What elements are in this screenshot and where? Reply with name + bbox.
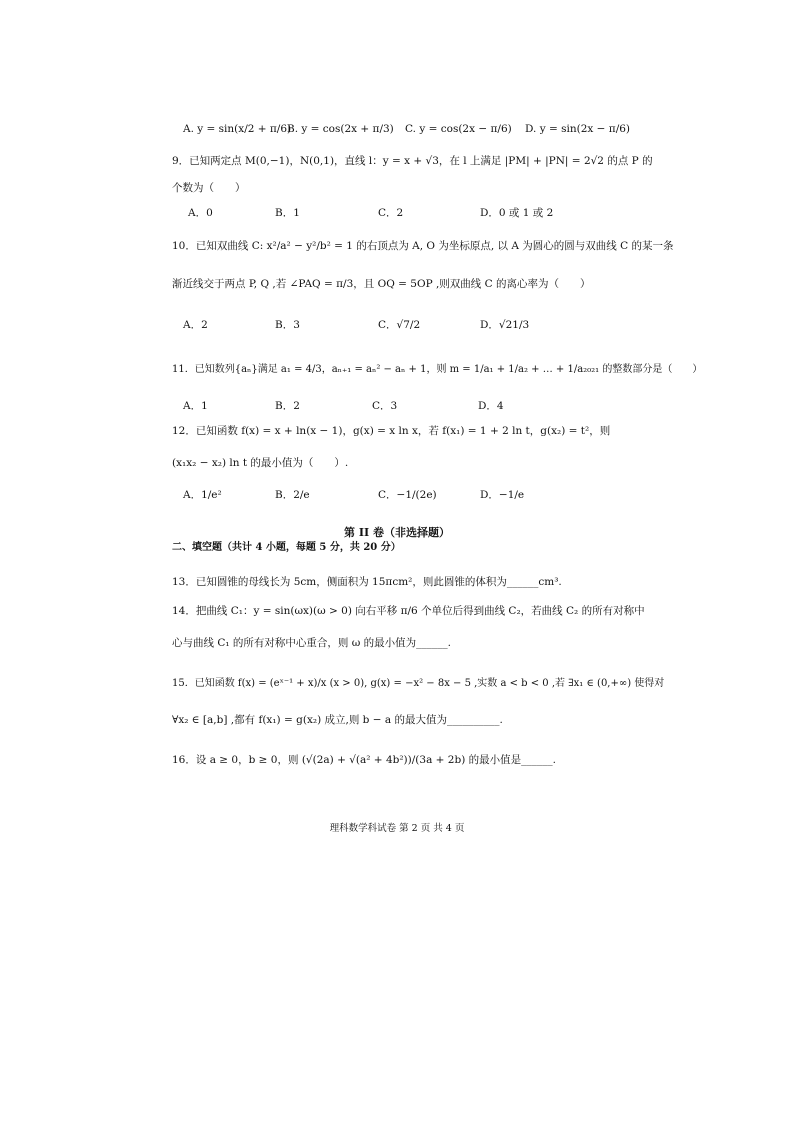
q11-option-b: B．2: [275, 400, 300, 412]
q8-option-c: C. y = cos(2x − π/6): [405, 123, 512, 135]
page-footer: 理科数学科试卷 第 2 页 共 4 页: [329, 823, 465, 834]
q10-stem-line1: 10．已知双曲线 C: x²/a² − y²/b² = 1 的右顶点为 A, O 为坐标原点, 以 A 为圆心的圆与双曲线 C 的某一条: [172, 240, 674, 252]
part2-title: 第 II 卷（非选择题）: [344, 526, 450, 539]
q10-stem-line2: 渐近线交于两点 P, Q ,若 ∠PAQ = π/3，且 OQ = 5OP ,则双曲线 C 的离心率为（ ）: [172, 278, 591, 290]
q13-stem: 13．已知圆锥的母线长为 5cm，侧面积为 15πcm²，则此圆锥的体积为______cm³.: [172, 576, 562, 588]
q11-option-d: D．4: [478, 400, 504, 412]
q9-stem-line2: 个数为（ ）: [172, 182, 246, 194]
q12-option-c: C．−1/(2e): [378, 489, 437, 501]
q8-option-d: D. y = sin(2x − π/6): [525, 123, 631, 135]
q8-option-a: A. y = sin(x/2 + π/6): [183, 123, 292, 135]
q12-stem-line2: (x₁x₂ − x₂) ln t 的最小值为（ ）.: [172, 457, 349, 469]
q10-option-b: B．3: [275, 319, 300, 331]
q15-stem-line1: 15．已知函数 f(x) = (eˣ⁻¹ + x)/x (x > 0), g(x) = −x² − 8x − 5 ,实数 a < b < 0 ,若 ∃x₁ ∈ (0,+∞) 使得对: [172, 678, 665, 689]
q9-option-d: D．0 或 1 或 2: [480, 207, 554, 219]
q12-option-b: B．2/e: [275, 489, 310, 501]
q10-option-d: D．√21/3: [480, 319, 530, 331]
q9-option-a: A．0: [188, 207, 213, 219]
q10-option-a: A．2: [183, 319, 208, 331]
q12-option-d: D．−1/e: [480, 489, 525, 501]
q8-option-b: B. y = cos(2x + π/3): [287, 123, 394, 135]
q12-stem-line1: 12．已知函数 f(x) = x + ln(x − 1)，g(x) = x ln x，若 f(x₁) = 1 + 2 ln t，g(x₂) = t²，则: [172, 425, 611, 437]
q12-option-a: A．1/e²: [183, 489, 222, 501]
section2-heading: 二、填空题（共计 4 小题，每题 5 分，共 20 分）: [172, 542, 401, 553]
q15-stem-line2: ∀x₂ ∈ [a,b] ,都有 f(x₁) = g(x₂) 成立,则 b − a 的最大值为__________.: [172, 714, 503, 726]
q14-stem-line2: 心与曲线 C₁ 的所有对称中心重合，则 ω 的最小值为______.: [172, 637, 451, 649]
q9-option-b: B．1: [275, 207, 300, 219]
q14-stem-line1: 14．把曲线 C₁：y = sin(ωx)(ω > 0) 向右平移 π/6 个单位后得到曲线 C₂，若曲线 C₂ 的所有对称中: [172, 605, 645, 617]
q11-option-c: C．3: [372, 400, 398, 412]
q16-stem: 16．设 a ≥ 0，b ≥ 0，则 (√(2a) + √(a² + 4b²))/(3a + 2b) 的最小值是______.: [172, 754, 556, 766]
q9-stem-line1: 9．已知两定点 M(0,−1)，N(0,1)，直线 l：y = x + √3，在 l 上满足 |PM| + |PN| = 2√2 的点 P 的: [172, 155, 653, 167]
q11-stem: 11．已知数列{aₙ}满足 a₁ = 4/3，aₙ₊₁ = aₙ² − aₙ + 1，则 m = 1/a₁ + 1/a₂ + … + 1/a₂₀₂₁ 的整数部分是（ ）: [172, 364, 703, 375]
q10-option-c: C．√7/2: [378, 319, 421, 331]
q9-option-c: C．2: [378, 207, 404, 219]
q11-option-a: A．1: [183, 400, 208, 412]
